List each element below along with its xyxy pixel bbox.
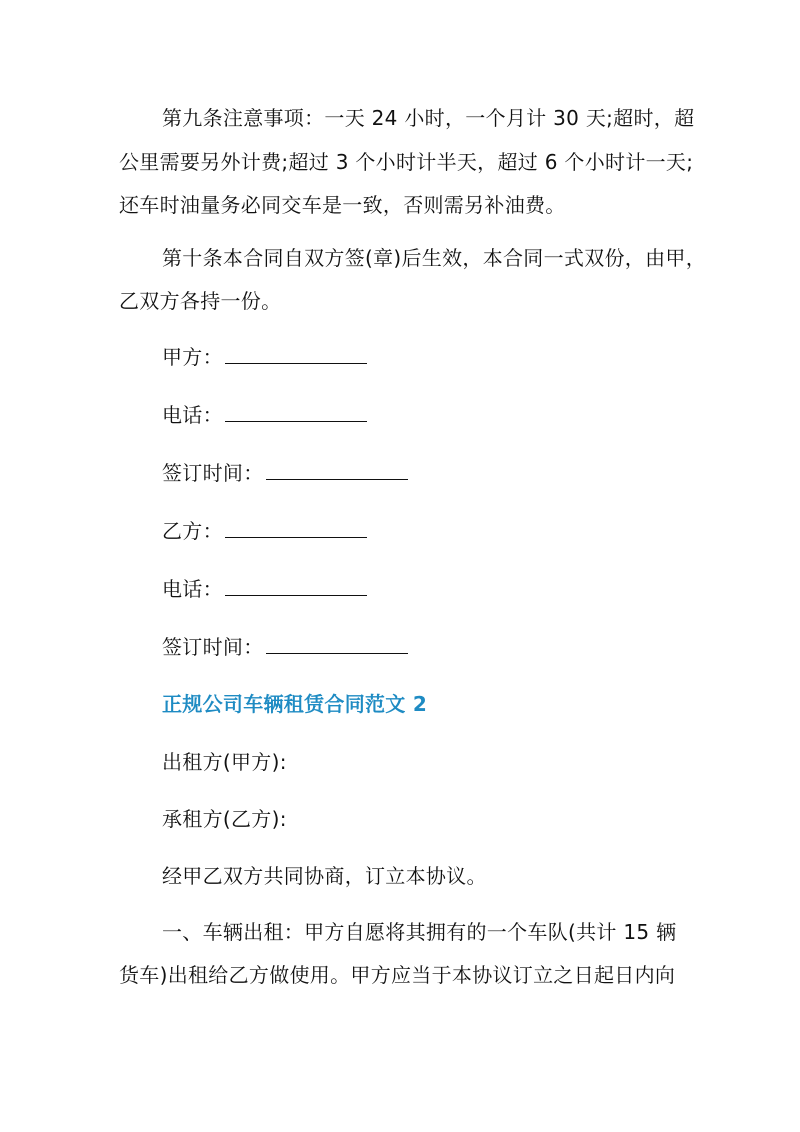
party-a-blank (225, 343, 367, 364)
article9-line-3: 还车时油量务必同交车是一致，否则需另补油费。 (119, 193, 566, 217)
party-b-signature-field (162, 517, 367, 545)
party-a-date-label: 签订时间： (162, 461, 264, 485)
party-b-phone-blank (225, 575, 367, 596)
party-a-signature-field (162, 343, 367, 371)
party-a-phone-label: 电话： (162, 403, 223, 427)
party-a-label: 甲方： (162, 345, 223, 369)
party-b-phone-label: 电话： (162, 577, 223, 601)
party-b-label: 乙方： (162, 519, 223, 543)
party-b-phone-field (162, 575, 367, 603)
party-b-date-label: 签订时间： (162, 635, 264, 659)
agreement-statement: 经甲乙双方共同协商，订立本协议。 (162, 864, 487, 888)
clause1-line-1: 一、车辆出租：甲方自愿将其拥有的一个车队(共计 15 辆 (162, 920, 677, 944)
lessee-label: 承租方(乙方): (162, 807, 287, 831)
party-a-date-field (162, 459, 408, 487)
article10-line-2: 乙双方各持一份。 (119, 289, 282, 313)
section-heading: 正规公司车辆租赁合同范文 2 (162, 692, 428, 716)
party-a-phone-field (162, 401, 367, 429)
article9-line-1: 第九条注意事项：一天 24 小时，一个月计 30 天;超时，超 (162, 106, 695, 130)
article10-line-1: 第十条本合同自双方签(章)后生效，本合同一式双份，由甲， (162, 246, 707, 270)
clause1-line-2: 货车)出租给乙方做使用。甲方应当于本协议订立之日起日内向 (119, 963, 676, 987)
lessor-label: 出租方(甲方): (162, 750, 287, 774)
party-b-date-field (162, 633, 408, 661)
party-b-blank (225, 517, 367, 538)
party-b-date-blank (266, 633, 408, 654)
article9-line-2: 公里需要另外计费;超过 3 个小时计半天，超过 6 个小时计一天; (119, 150, 694, 174)
party-a-phone-blank (225, 401, 367, 422)
party-a-date-blank (266, 459, 408, 480)
